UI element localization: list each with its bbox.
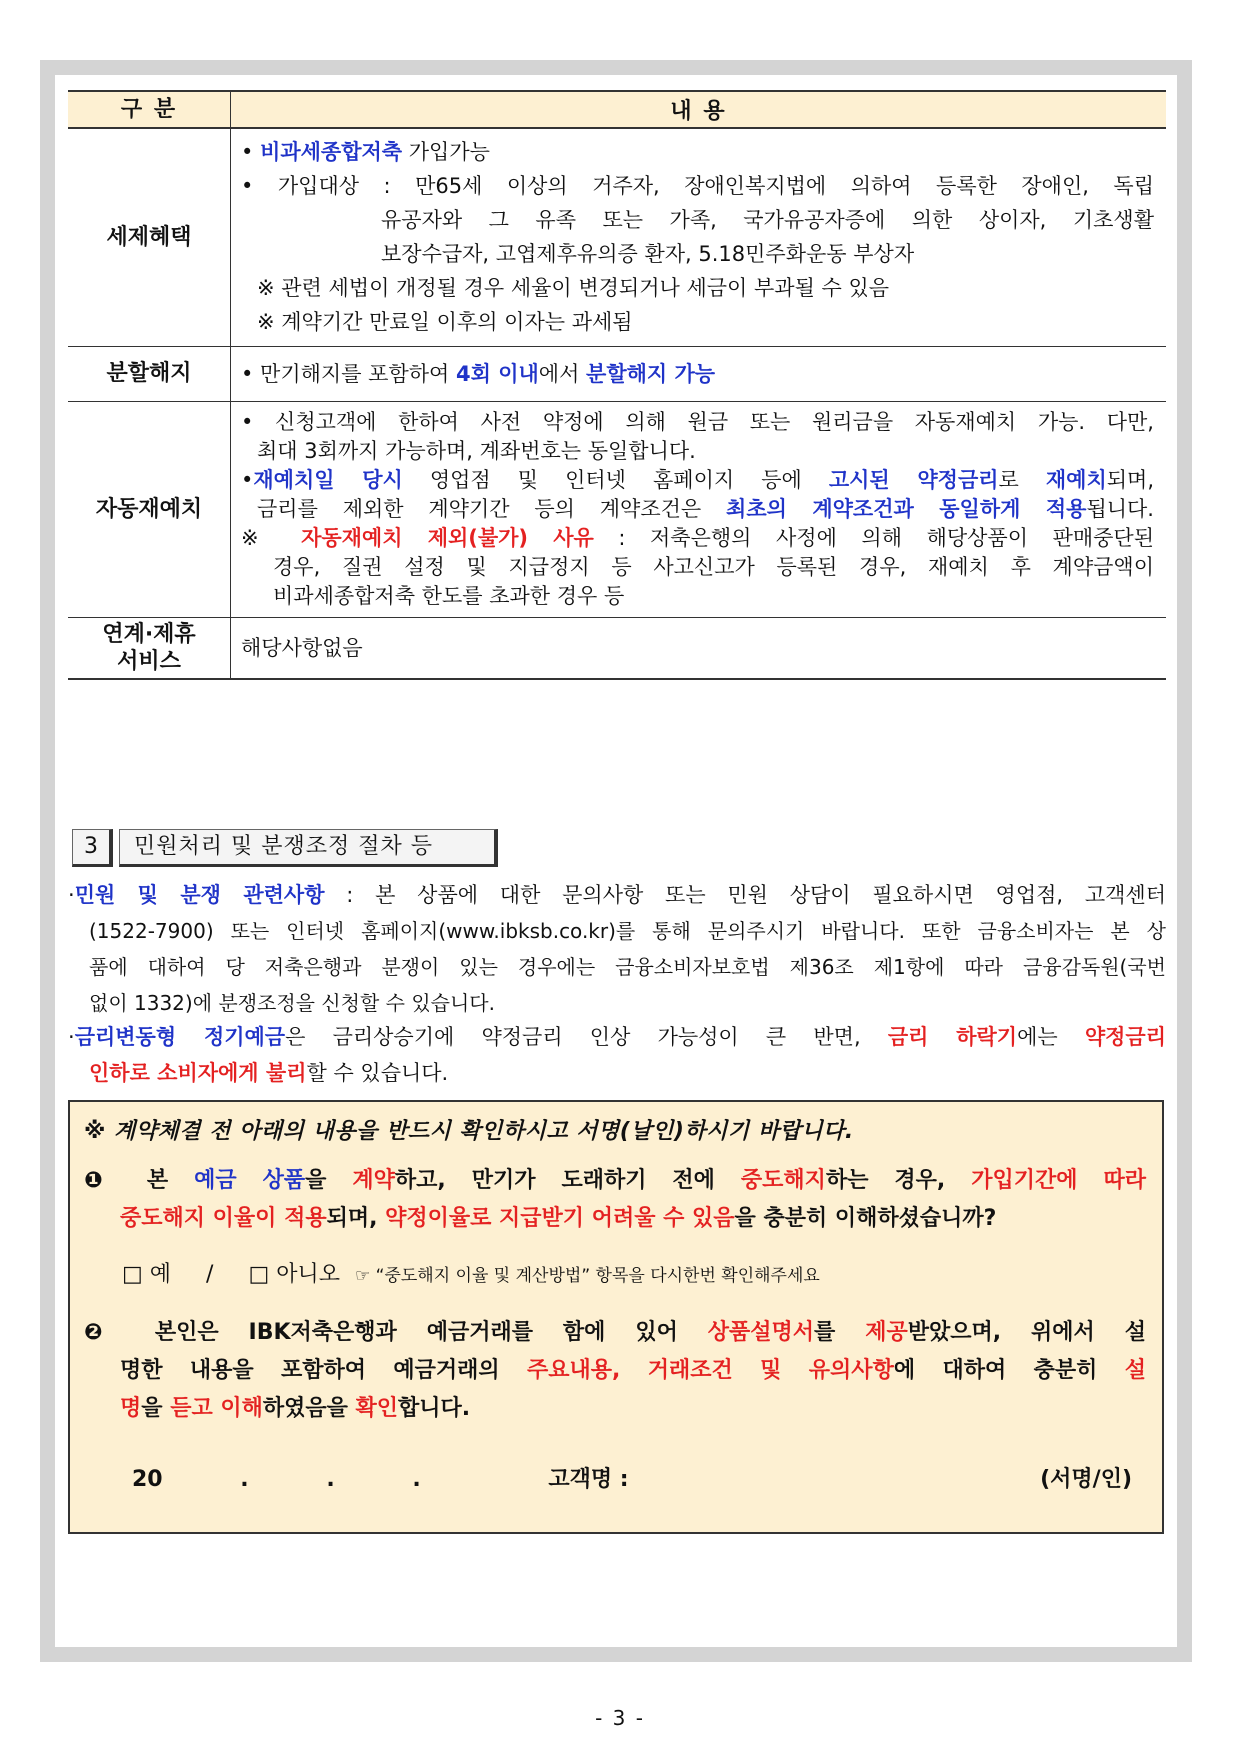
table-header-row: [68, 91, 1166, 128]
q2-line2: 명한 내용을 포함하여 예금거래의 주요내용, 거래조건 및 유의사항에 대하여 충분히 설: [120, 1358, 1146, 1383]
sign-year[interactable]: 20: [132, 1467, 163, 1492]
split-content: [231, 346, 1167, 401]
complaint-line4: 없이 1332)에 분쟁조정을 신청할 수 있습니다.: [89, 991, 495, 1015]
complaint-line2: (1522-7900) 또는 인터넷 홈페이지(www.ibksb.co.kr)를 통해 문의주시기 바랍니다. 또한 금융소비자는 본 상: [89, 919, 1166, 943]
split-label: 분할해지: [68, 346, 231, 401]
sign-dot-end: .: [412, 1467, 421, 1492]
confirmation-box: [68, 1100, 1164, 1534]
auto-line3: •재예치일 당시 영업점 및 인터넷 홈페이지 등에 고시된 약정금리로 재예치되며,: [241, 467, 1154, 492]
header-category: 구 분: [68, 91, 231, 128]
table-row-link-service: [68, 617, 1166, 679]
yes-no-row: [122, 1257, 820, 1288]
tax-content: • 비과세종합저축 가입가능 • 가입대상 : 만65세 이상의 거주자, 장애인복지법에 의하여 등록한 장애인, 독립 유공자와 그 유족 또는 가족, 국가유공자증에 의한 상이자, 기초생활 보장수급자, 고엽제후유의증 환자, 5.18민주화운동 부상자 ※ 관련 세법이 개정될 경우 세율이 변경되거나 세금이 부과될 수 있음 ※ 계약기간 만료일 이후의 이자는 과세됨: [231, 128, 1167, 346]
q2-line3: 명을 듣고 이해하였음을 확인합니다.: [120, 1396, 471, 1421]
variable-line1: ·금리변동형 정기예금은 금리상승기에 약정금리 인상 가능성이 큰 반면, 금리 하락기에는 약정금리: [68, 1025, 1167, 1049]
variable-rate-paragraph: [68, 1019, 1166, 1091]
tax-note2: ※ 계약기간 만료일 이후의 이자는 과세됨: [257, 310, 633, 335]
section-title: 민원처리 및 분쟁조정 절차 등: [119, 829, 498, 867]
product-info-table: [68, 90, 1166, 680]
yes-checkbox[interactable]: □ 예: [122, 1262, 172, 1287]
customer-name-label: 고객명 :: [548, 1467, 629, 1492]
no-checkbox[interactable]: □ 아니오: [248, 1262, 341, 1287]
confirmation-title: ※ 계약체결 전 아래의 내용을 반드시 확인하시고 서명(날인)하시기 바랍니다.: [84, 1119, 854, 1144]
auto-line7: 비과세종합저축 한도를 초과한 경우 등: [273, 583, 625, 608]
variable-line2: 인하로 소비자에게 불리할 수 있습니다.: [89, 1061, 449, 1085]
question-1: [84, 1162, 1146, 1238]
tax-line4: 보장수급자, 고엽제후유의증 환자, 5.18민주화운동 부상자: [381, 242, 915, 267]
tax-line2: • 가입대상 : 만65세 이상의 거주자, 장애인복지법에 의하여 등록한 장애인, 독립: [241, 174, 1154, 199]
tax-label: 세제혜택: [68, 128, 231, 346]
section-number: 3: [72, 829, 113, 867]
split-possible: 분할해지 가능: [586, 361, 716, 386]
auto-label: 자동재예치: [68, 401, 231, 617]
tax-line3: 유공자와 그 유족 또는 가족, 국가유공자증에 의한 상이자, 기초생활: [381, 208, 1154, 233]
auto-content: [231, 401, 1167, 617]
tax-line1-text: 가입가능: [402, 140, 490, 165]
link-content: 해당사항없음: [231, 617, 1167, 679]
split-text2: 에서: [538, 361, 587, 386]
section-3-header: [72, 829, 498, 865]
split-text1: • 만기해지를 포함하여: [241, 361, 456, 386]
tax-free-savings: 비과세종합저축: [260, 140, 403, 165]
auto-line1: • 신청고객에 한하여 사전 약정에 의해 원금 또는 원리금을 자동재예치 가능. 다만,: [241, 409, 1154, 434]
complaint-paragraph: [68, 877, 1166, 1021]
sign-dot-day: .: [326, 1467, 335, 1492]
header-content: 내 용: [231, 91, 1167, 128]
auto-line2: 최대 3회까지 가능하며, 계좌번호는 동일합니다.: [257, 438, 696, 463]
q2-line1: ❷ 본인은 IBK저축은행과 예금거래를 함에 있어 상품설명서를 제공받았으며, 위에서 설: [84, 1320, 1146, 1345]
table-row-auto-redeposit: [68, 401, 1166, 617]
complaint-line1: ·민원 및 분쟁 관련사항 : 본 상품에 대한 문의사항 또는 민원 상담이 필요하시면 영업점, 고객센터: [68, 883, 1166, 907]
sign-dot-month: .: [240, 1467, 249, 1492]
tax-note1: ※ 관련 세법이 개정될 경우 세율이 변경되거나 세금이 부과될 수 있음: [257, 276, 890, 301]
auto-line4: 금리를 제외한 계약기간 등의 계약조건은 최초의 계약조건과 동일하게 적용됩니다.: [257, 496, 1154, 521]
link-label: 연계·제휴 서비스: [68, 617, 231, 679]
signature-row: [132, 1462, 1132, 1493]
complaint-line3: 품에 대하여 당 저축은행과 분쟁이 있는 경우에는 금융소비자보호법 제36조 제1항에 따라 금융감독원(국번: [89, 955, 1166, 979]
q1-line2: 중도해지 이율이 적용되며, 약정이율로 지급받기 어려울 수 있음을 충분히 이해하셨습니까?: [120, 1206, 997, 1231]
question-2: [84, 1314, 1146, 1428]
table-row-split: [68, 346, 1166, 401]
recheck-note: ☞ “중도해지 이율 및 계산방법” 항목을 다시한번 확인해주세요: [355, 1266, 820, 1286]
page-number: - 3 -: [595, 1706, 645, 1730]
q1-line1: ❶ 본 예금 상품을 계약하고, 만기가 도래하기 전에 중도해지하는 경우, 가입기간에 따라: [84, 1168, 1146, 1193]
yes-no-separator: /: [206, 1262, 214, 1287]
table-row-tax: [68, 128, 1166, 346]
split-count: 4회 이내: [456, 361, 539, 386]
auto-line6: 경우, 질권 설정 및 지급정지 등 사고신고가 등록된 경우, 재예치 후 계약금액이: [273, 554, 1154, 579]
signature-seal[interactable]: (서명/인): [1040, 1467, 1132, 1492]
auto-line5: ※ 자동재예치 제외(불가) 사유 : 저축은행의 사정에 의해 해당상품이 판매중단된: [241, 525, 1154, 550]
